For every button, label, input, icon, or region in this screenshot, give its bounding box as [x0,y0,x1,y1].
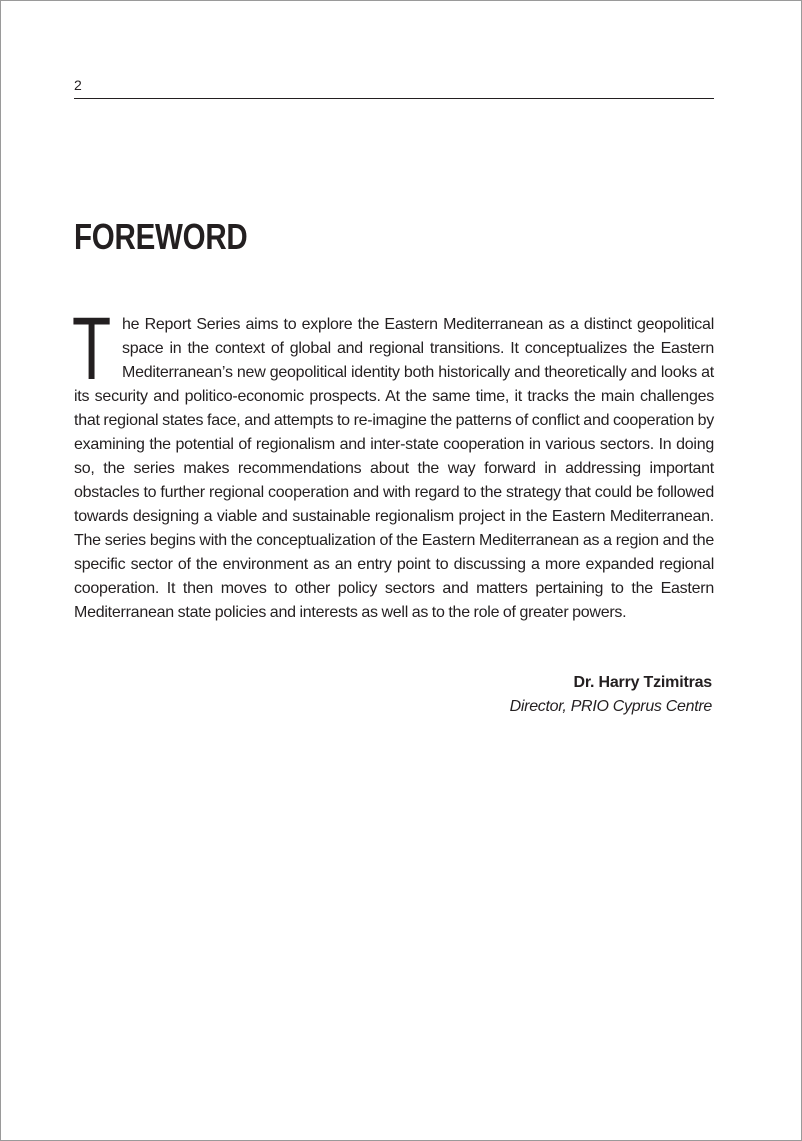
signatory-title: Director, PRIO Cyprus Centre [509,698,712,715]
signature-block [510,671,712,719]
page-title: FOREWORD [74,216,248,257]
foreword-paragraph [72,298,714,625]
drop-cap-letter: T [72,298,111,398]
foreword-body-text: he Report Series aims to explore the Eastern Mediterranean as a distinct geopolitical space in the context of global and regional transitions. It conceptualizes the Eastern Mediterranean’s new geopolitical identity both historically and theoretically and looks at its security and politico-economic prospects. At the same time, it tracks the main challenges that regional states face, and attempts to re-imagine the patterns of conflict and cooperation by examining the potential of regionalism and inter-state cooperation in various sectors. In doing so, the series makes recommendations about the way forward in addressing important obstacles to further regional cooperation and with regard to the strategy that could be followed towards designing a viable and sustainable regionalism project in the Eastern Mediterranean. The series begins with the conceptualization of the Eastern Mediterranean as a region and the specific sector of the environment as an entry point to discussing a more expanded regional cooperation. It then moves to other policy sectors and matters pertaining to the Eastern Mediterranean state policies and interests as well as to the role of greater powers. [74,316,714,621]
header-rule [74,98,714,99]
page-number: 2 [74,77,82,93]
signatory-name: Dr. Harry Tzimitras [573,674,712,691]
